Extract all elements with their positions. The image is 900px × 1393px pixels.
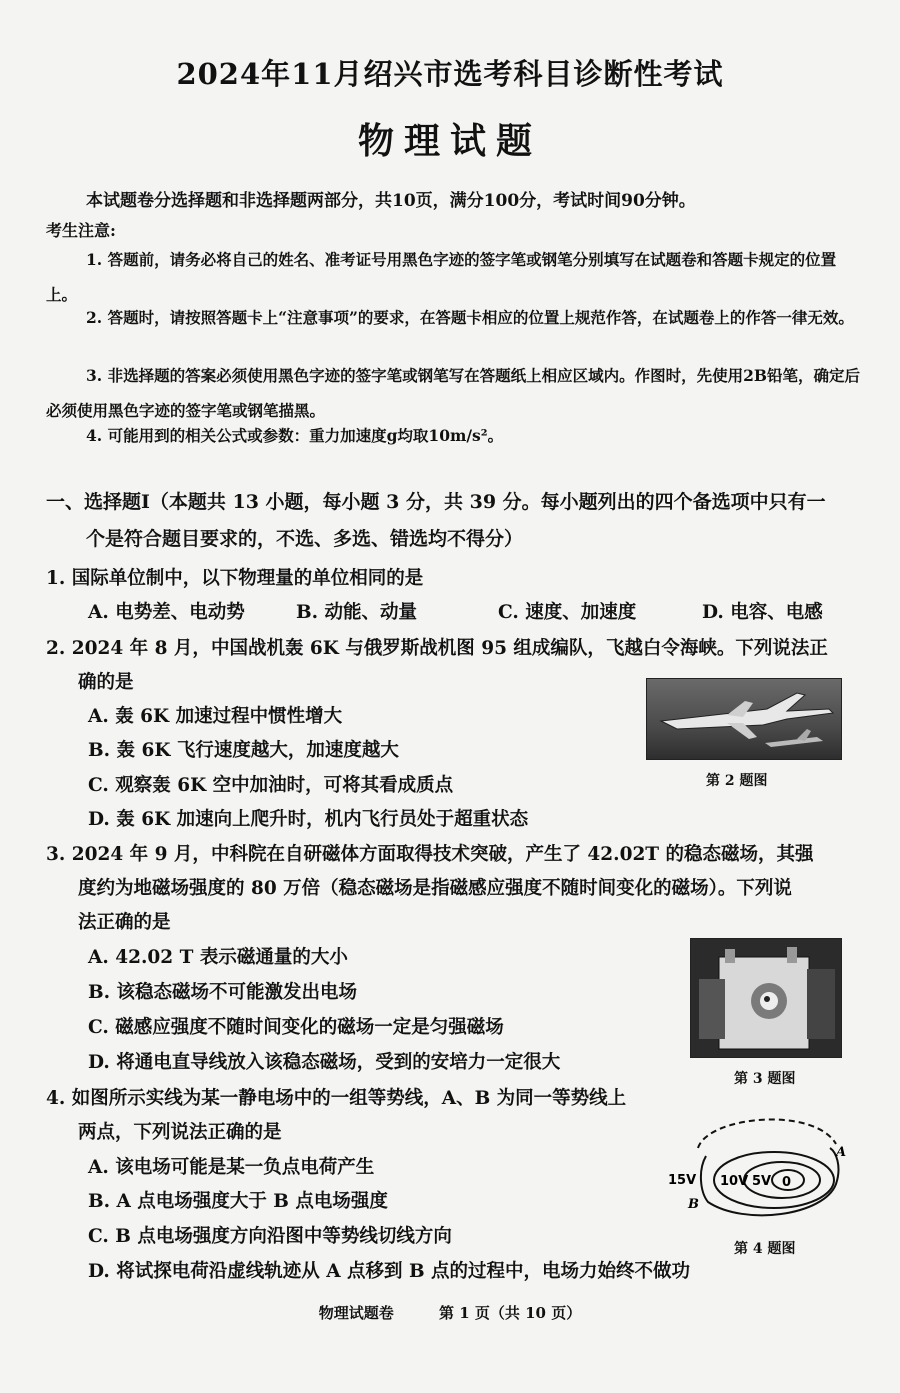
q4-option-d: D. 将试探电荷沿虚线轨迹从 A 点移到 B 点的过程中，电场力始终不做功 [88,1261,691,1282]
intro-text: 本试题卷分选择题和非选择题两部分，共10页，满分100分，考试时间90分钟。 [86,191,696,211]
q3-option-b: B. 该稳态磁场不可能激发出电场 [88,982,358,1003]
section-heading-line2: 个是符合题目要求的，不选、多选、错选均不得分） [86,528,524,550]
q3-figure-caption: 第 3 题图 [734,1071,796,1087]
q2-option-a: A. 轰 6K 加速过程中惯性增大 [88,706,343,727]
label-0v: 0 [782,1175,792,1190]
q1-option-b: B. 动能、动量 [296,602,418,623]
footer-doc-name: 物理试题卷 [318,1304,394,1322]
q4-stem-line1: 4. 如图所示实线为某一静电场中的一组等势线，A、B 为同一等势线上 [46,1088,627,1109]
label-5v: 5V [752,1174,772,1189]
q4-stem-line2: 两点，下列说法正确的是 [78,1122,282,1143]
q4-equipotential-figure [664,1104,854,1228]
q4-option-b: B. A 点电场强度大于 B 点电场强度 [88,1191,388,1212]
q4-option-a: A. 该电场可能是某一负点电荷产生 [88,1157,375,1178]
exam-subtitle: 物理试题 [357,120,542,162]
magnet-device-icon [691,939,841,1057]
note-3: 3. 非选择题的答案必须使用黑色字迹的签字笔或钢笔写在答题纸上相应区域内。作图时，先使用2B铅笔，确定后必须使用黑色字迹的签字笔或钢笔描黑。 [46,366,860,420]
label-10v: 10V [720,1174,749,1189]
q3-option-d: D. 将通电直导线放入该稳态磁场，受到的安培力一定很大 [88,1052,561,1073]
q1-option-c: C. 速度、加速度 [498,602,637,623]
point-a-label: A [836,1145,847,1160]
section-heading-line1: 一、选择题Ⅰ（本题共 13 小题，每小题 3 分，共 39 分。每小题列出的四个备选项中只有一 [46,491,826,513]
q3-option-c: C. 磁感应强度不随时间变化的磁场一定是匀强磁场 [88,1017,504,1038]
q2-figure-caption: 第 2 题图 [706,773,768,789]
jet-aircraft-icon [647,679,841,759]
q2-figure-photo [646,678,842,760]
q2-stem-line1: 2. 2024 年 8 月，中国战机轰 6K 与俄罗斯战机图 95 组成编队，飞越白令海峡。下列说法正 [46,638,828,659]
q2-stem-line2: 确的是 [78,672,134,693]
q4-figure-caption: 第 4 题图 [734,1241,796,1257]
footer-page-number: 第 1 页（共 10 页） [439,1304,582,1322]
note-2: 2. 答题时，请按照答题卡上“注意事项”的要求，在答题卡相应的位置上规范作答，在试题卷上的作答一律无效。 [86,308,854,327]
note-1: 1. 答题前，请务必将自己的姓名、准考证号用黑色字迹的签字笔或钢笔分别填写在试题卷和答题卡规定的位置上。 [46,250,837,304]
q2-option-d: D. 轰 6K 加速向上爬升时，机内飞行员处于超重状态 [88,809,529,830]
q4-option-c: C. B 点电场强度方向沿图中等势线切线方向 [88,1226,452,1247]
note-4: 4. 可能用到的相关公式或参数：重力加速度g均取10m/s²。 [86,426,504,445]
dashed-trajectory [698,1119,836,1148]
q1-option-d: D. 电容、电感 [702,602,823,623]
q1-option-a: A. 电势差、电动势 [88,602,245,623]
q3-figure-photo [690,938,842,1058]
label-15v: 15V [668,1173,697,1188]
q2-option-b: B. 轰 6K 飞行速度越大，加速度越大 [88,740,399,761]
q1-stem: 1. 国际单位制中，以下物理量的单位相同的是 [46,568,424,589]
q2-option-c: C. 观察轰 6K 空中加油时，可将其看成质点 [88,775,454,796]
q3-stem-line3: 法正确的是 [78,912,171,933]
point-b-label: B [688,1197,699,1212]
notes-heading: 考生注意: [46,221,116,240]
page-footer [0,1302,900,1323]
exam-title: 2024年11月绍兴市选考科目诊断性考试 [176,57,724,91]
section-heading [46,484,866,558]
q3-option-a: A. 42.02 T 表示磁通量的大小 [88,947,348,968]
q3-stem-line1: 3. 2024 年 9 月，中科院在自研磁体方面取得技术突破，产生了 42.02T 的稳态磁场，其强 [46,844,814,865]
q3-stem-line2: 度约为地磁场强度的 80 万倍（稳态磁场是指磁感应强度不随时间变化的磁场）。下列说 [78,878,792,899]
